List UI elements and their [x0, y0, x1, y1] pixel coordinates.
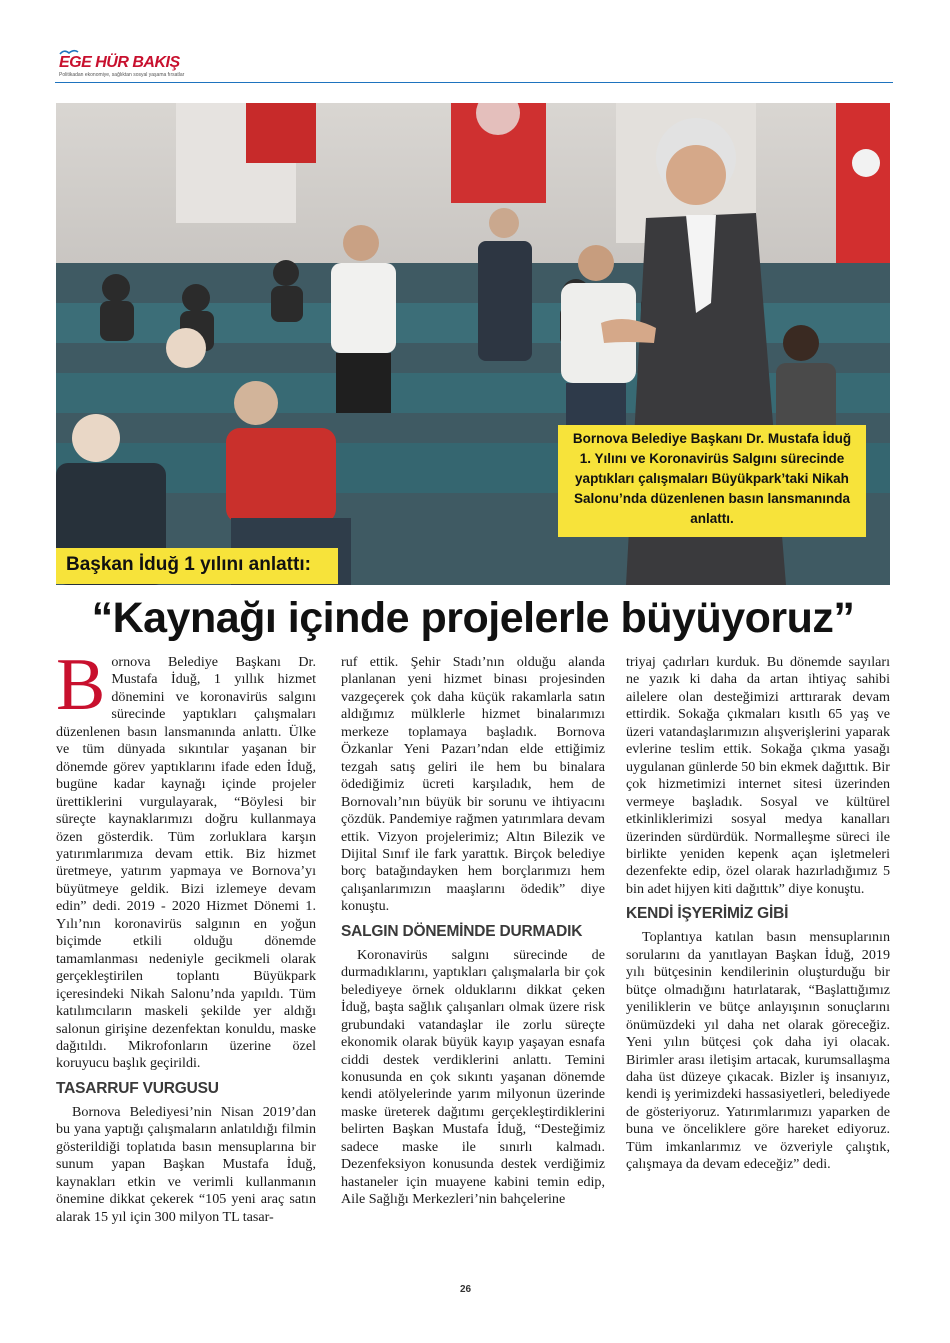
dropcap: B — [56, 644, 106, 726]
col1-paragraph-2: Bornova Belediyesi’nin Nisan 2019’dan bu yana yaptığı çalışmaların anlatıldığı filmin gösterildiği toplatıda basın mensuplarına bir sunum yapan Başkan Mustafa İduğ, kaynakları etkin ve verimli kullanmanın önemine dikkat çekerek “105 yeni araç satın alarak 15 yıl için 300 milyon TL tasar- — [56, 1103, 316, 1225]
photo-caption-text: Bornova Belediye Başkanı Dr. Mustafa İduğ 1. Yılını ve Koronavirüs Salgını sürecinde yaptıkları çalışmaları Büyükpark’taki Nikah Salonu’nda düzenlenen basın lansmanında anlattı. — [572, 431, 852, 526]
article-column-1 — [56, 644, 316, 1226]
subhead-salgin: SALGIN DÖNEMİNDE DURMADIK — [341, 922, 583, 940]
masthead-rule — [55, 82, 893, 83]
col1-paragraph-1: ornova Belediye Başkanı Dr. Mustafa İduğ, 1 yıllık hizmet dönemini ve koronavirüs salgını sürecinde yaptıkları çalışmaları düzenlenen basın lansmanında anlattı. Ülke ve tüm dünyada sıkıntılar yaşanan bir dönemde görev yaptıklarını ifade eden İduğ, bugüne kadar kaynağı içinde projeler ürettiklerini vurgulayarak, “Böylesi bir süreçte kaynaklarımızı doğru kullanmaya özen gösterdik. Tüm zorluklara karşın yatırımlarımıza devam ettik. Biz hizmet üretmeye, yatırım yapmaya ve Bornova’yı büyütmeye geldik. Bizi izlemeye devam edin” dedi. 2019 - 2020 Hizmet Dönemi 1. Yılı’nın koronavirüs salgının en yoğun biçimde etkili olduğu dönemde tamamlanması nedeniyle gecikmeli olarak gerçekleştirilen toplantı Büyükpark içeresindeki Nikah Salonu’nda yapıldı. Tüm katılımcıların maskeli şekilde yer aldığı salonun girişine dezenfektan konuldu, maske dağıtıldı. Mikrofonların üzerine özel koruyucu başlık geçirildi. — [56, 654, 316, 1072]
subhead-tasarruf: TASARRUF VURGUSU — [56, 1079, 219, 1097]
kicker — [56, 548, 338, 584]
col3-paragraph-1: triyaj çadırları kurduk. Bu dönemde sayıları ne yazık ki daha da artan ihtiyaç sahibi ailelere olan desteğimizi arttırarak devam ettirdik. Sokağa çıkmaları kısıtlı 65 yaş ve üzeri vatandaşlarımızın alışverişlerini yaparak evlerine teslim ettik. Sokağa çıkma yasağı uygulanan günlerde 50 bin ekmek dağıttık. Bir çok hizmetimizi internet sitesi üzerinden vermeye başladık. Sosyal ve kültürel etkinliklerimizi sosyal medya kanalları üzerinden sürdürdük. Normalleşme süreci ile birlikte yeniden kepenk açan işletmeleri dezenfekte edip, özel olarak hazırladığımız 5 bin adet hijyen kiti dağıttık” diye konuştu. — [626, 654, 890, 897]
col2-paragraph-2: Koronavirüs salgını sürecinde de durmadıklarını, yaptıkları çalışmalarla bir çok belediyeye örnek olduklarını dikkat çeken İduğ, başta sağlık çalışanları olmak üzere risk grubundaki vatandaşlar ile zorlu süreçte ekonomik olarak büyük kayıp yaşayan esnafa ciddi destek verdiklerini anlattı. Temini konusunda en çok sıkıntı yaşanan dönemde kendi atölyelerinde yarım milyonun üzerinde maske üreterek dağıtımı gerçekleştirdiklerini belirten Başkan Mustafa İduğ, “Desteğimiz sadece maske ile sınırlı kalmadı. Dezenfeksiyon konusunda destek verdiğimiz hastaneler için muayene kabini temin edip, Aile Sağlığı Merkezleri’nin bahçelerine — [341, 946, 605, 1208]
subhead-kendi-isyerimiz: KENDİ İŞYERİMİZ GİBİ — [626, 905, 789, 923]
kicker-text: Başkan İduğ 1 yılını anlattı: — [66, 554, 311, 575]
masthead — [55, 48, 895, 82]
article-column-2 — [341, 654, 605, 1209]
col2-paragraph-1: ruf ettik. Şehir Stadı’nın olduğu alanda planlanan yeni hizmet binası projesinden vazgeçerek çok daha küçük rakamlarla satın aldığımız mülklerle hizmet binalarımızı merkeze toplamaya başladık. Bornova Özkanlar Yeni Pazarı’ndan elde ettiğimiz tezgah satış geliri ile hem bu binalara ödediğimiz ücreti karşıladık, hem de Bornovalı’nın büyük bir sorunu ve ihtiyacını çözdük. Pandemiye rağmen yatırımlara devam ettik. Vizyon projelerimiz; Altın Bilezik ve Dijital Sınıf ile fark yarattık. Birçok belediye borç batağındayken hem borçlarımızı hem çalışanlarımızın maaşlarını ödedik” diye konuştu. — [341, 654, 605, 915]
col3-paragraph-2: Toplantıya katılan basın mensuplarının sorularını da yanıtlayan Başkan İduğ, 2019 yılı bütçesinin kendilerinin oluşturduğu bir bütçe olmadığını hatırlatarak, “Başlattığımız yeniliklerin ve bütçe anlayışının sonuçlarını önümüzdeki yıl daha net olarak göreceğiz. Yeni yılın bütçesi çok daha iyi olacak. Birimler arası iletişim artacak, kurumsallaşma daha üst düzeye çıkacak. Bizler iş insanıyız, kendi iş yerimizdeki hassasiyetleri, belediyede de gösteriyoruz. Yatırımlarımızı yaparken de buna ve önceliklere göre hareket ediyoruz. Tüm imkanlarımız ve özveriyle çalıştık, çalışmaya da devam edeceğiz” dedi. — [626, 929, 890, 1173]
logo-tagline: Politikadan ekonomiye, sağlıktan sosyal yaşama fırsatlar — [59, 72, 185, 78]
photo-caption — [558, 425, 866, 537]
article-column-3 — [626, 654, 890, 1174]
logo: EGE HÜR BAKIŞ — [59, 54, 180, 71]
page-number: 26 — [460, 1284, 472, 1295]
headline: “Kaynağı içinde projelerle büyüyoruz” — [91, 594, 855, 642]
